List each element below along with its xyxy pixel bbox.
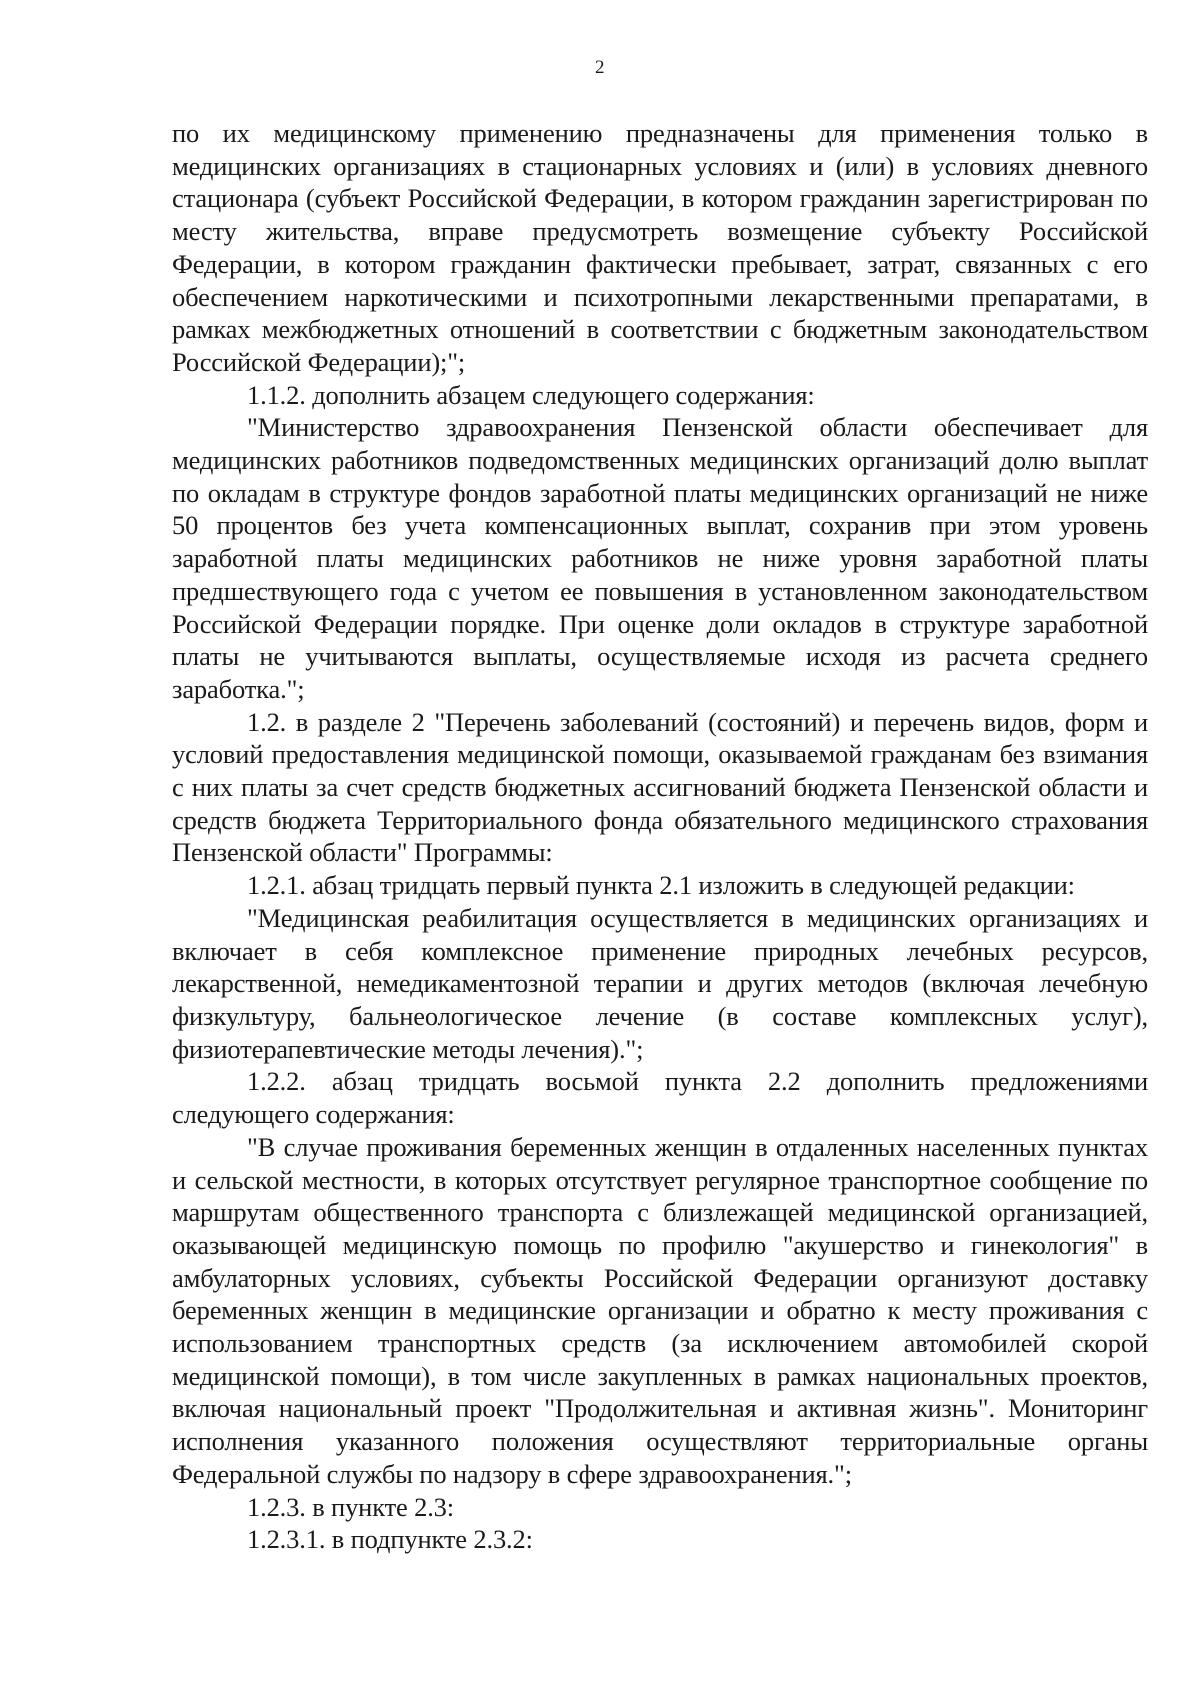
paragraph-quote-pregnant-women: "В случае проживания беременных женщин в отдаленных населенных пунктах и сельской местности, в которых отсутствует регулярное транспортное сообщение по маршрутам общественного транспорта с близлежащей медицинской организацией, оказывающей медицинскую помощь по профилю "акушерство и гинекология" в амбулаторных условиях, субъекты Российской Федерации организуют доставку беременных женщин в медицинские организации и обратно к месту проживания с использованием транспортных средств (за исключением автомобилей скорой медицинской помощи), в том числе закупленных в рамках национальных проектов, включая национальный проект "Продолжительная и активная жизнь". Мониторинг исполнения указанного положения осуществляют территориальные органы Федеральной службы по надзору в сфере здравоохранения."; [172,1131,1148,1489]
paragraph-item-1-2-3: 1.2.3. в пункте 2.3: [247,1491,454,1522]
paragraph-item-1-2-1: 1.2.1. абзац тридцать первый пункта 2.1 изложить в следующей редакции: [247,870,1075,901]
document-body [172,117,1148,1556]
paragraph-item-1-2: 1.2. в разделе 2 "Перечень заболеваний (состояний) и перечень видов, форм и условий предоставления медицинской помощи, оказываемой гражданам без взимания с них платы за счет средств бюджетных ассигнований бюджета Пензенской области и средств бюджета Территориального фонда обязательного медицинского страхования Пензенской области" Программы: [172,706,1148,868]
paragraph-quote-rehabilitation: "Медицинская реабилитация осуществляется в медицинских организациях и включает в себя комплексное применение природных лечебных ресурсов, лекарственной, немедикаментозной терапии и других методов (включая лечебную физкультуру, бальнеологическое лечение (в составе комплексных услуг), физиотерапевтические методы лечения)."; [172,902,1148,1064]
paragraph-continuation: по их медицинскому применению предназначены для применения только в медицинских организациях в стационарных условиях и (или) в условиях дневного стационара (субъект Российской Федерации, в котором гражданин зарегистрирован по месту жительства, вправе предусмотреть возмещение субъекту Российской Федерации, в котором гражданин фактически пребывает, затрат, связанных с его обеспечением наркотическими и психотропными лекарственными препаратами, в рамках межбюджетных отношений в соответствии с бюджетным законодательством Российской Федерации);"; [172,118,1148,377]
paragraph-item-1-2-3-1: 1.2.3.1. в подпункте 2.3.2: [247,1524,533,1555]
paragraph-item-1-1-2: 1.1.2. дополнить абзацем следующего содержания: [247,379,815,410]
paragraph-item-1-2-2: 1.2.2. абзац тридцать восьмой пункта 2.2 дополнить предложениями следующего содержания: [172,1066,1148,1130]
page-number: 2 [595,57,605,78]
paragraph-quote-ministry: "Министерство здравоохранения Пензенской области обеспечивает для медицинских работников подведомственных медицинских организаций долю выплат по окладам в структуре фондов заработной платы медицинских организаций не ниже 50 процентов без учета компенсационных выплат, сохранив при этом уровень заработной платы медицинских работников не ниже уровня заработной платы предшествующего года с учетом ее повышения в установленном законодательством Российской Федерации порядке. При оценке доли окладов в структуре заработной платы не учитываются выплаты, осуществляемые исходя из расчета среднего заработка."; [172,412,1148,704]
